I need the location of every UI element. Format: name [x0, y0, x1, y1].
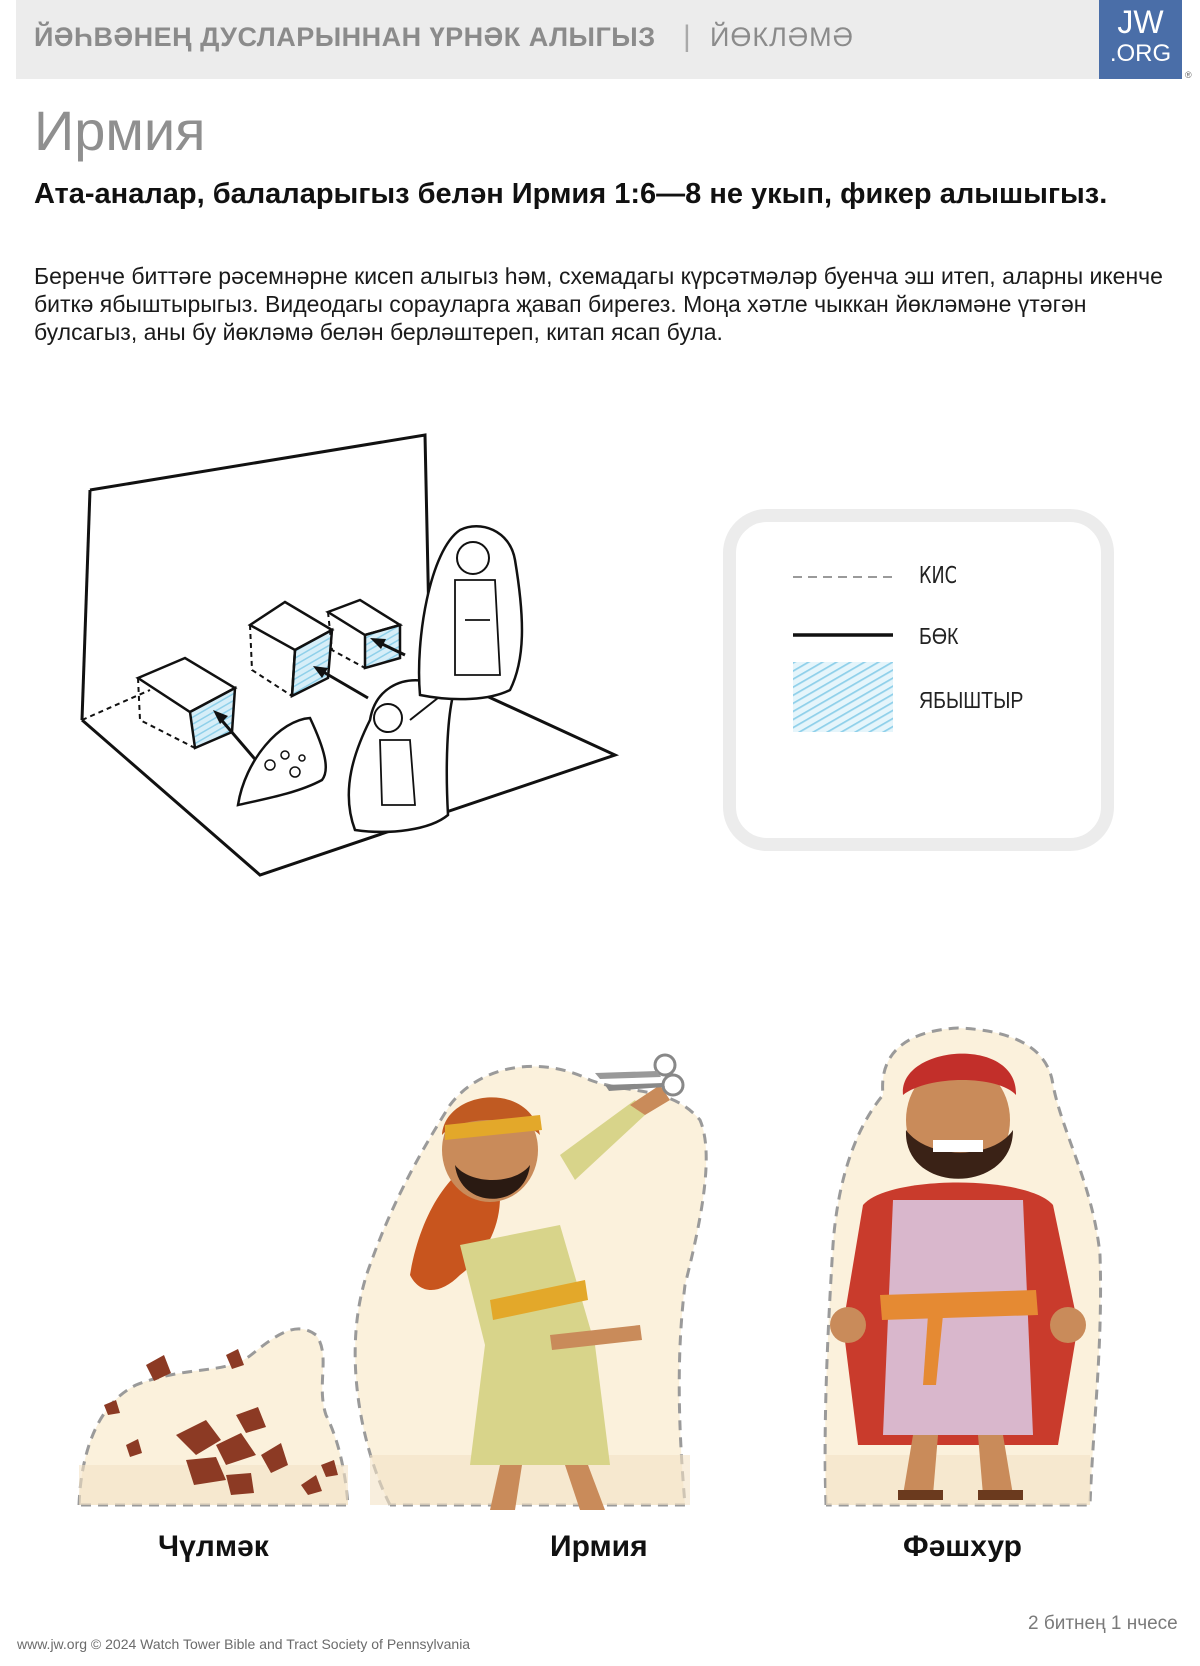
- fold-line-sample: [793, 630, 893, 640]
- cutout-label-pashhur: Фәшхур: [903, 1530, 1022, 1563]
- body-instructions: Беренче биттәге рәсемнәрне кисеп алыгыз һәм, схемадагы күрсәтмәләр буенча эш итеп, аларны икенче биткә ябыштырыгыз. Видеодагы сорауларга җавап бирегез. Моңа хәтле чыккан йөкләмәне үтәгән булсагыз, аны бу йөкләмә белән берләштереп, китап ясап була.: [34, 263, 1163, 345]
- fold-legend-label: БӨК: [919, 623, 959, 649]
- lead-instruction: Ата-аналар, балаларыгыз белән Ирмия 1:6—8 не укып, фикер алышыгыз.: [34, 178, 1108, 210]
- jw-org-logo[interactable]: [1099, 0, 1182, 79]
- series-title: ЙӘҺВӘНЕҢ ДУСЛАРЫННАН ҮРНӘК АЛЫГЫЗ: [34, 22, 656, 52]
- cutout-label-jeremiah: Ирмия: [550, 1530, 648, 1563]
- cut-legend-label: КИС: [919, 563, 957, 589]
- pashhur-cutout: [818, 1025, 1108, 1515]
- page-title: Ирмия: [34, 99, 206, 162]
- pot-shards-cutout: [76, 1315, 351, 1515]
- registered-mark: ®: [1185, 70, 1192, 80]
- copyright-footer[interactable]: www.jw.org © 2024 Watch Tower Bible and Tract Society of Pennsylvania: [17, 1636, 471, 1652]
- doc-type-label: ЙӨКЛӘМӘ: [710, 22, 854, 52]
- assembly-diagram: [70, 420, 650, 920]
- glue-legend-label: ЯБЫШТЫР: [919, 687, 1024, 713]
- cutout-label-pot: Чүлмәк: [158, 1530, 269, 1563]
- fold-box-1: [138, 658, 235, 748]
- logo-line-2: .ORG: [1109, 40, 1172, 67]
- page-number: 2 битнең 1 нчесе: [1028, 1613, 1178, 1634]
- legend-box: [723, 509, 1114, 851]
- scissors-icon: [595, 1055, 683, 1095]
- jeremiah-cutout: [340, 1045, 720, 1515]
- cut-line-sample: [793, 572, 893, 582]
- fold-box-2: [250, 602, 332, 696]
- glue-swatch: [793, 662, 893, 732]
- logo-line-1: JW: [1117, 4, 1164, 40]
- header-separator: |: [683, 20, 691, 53]
